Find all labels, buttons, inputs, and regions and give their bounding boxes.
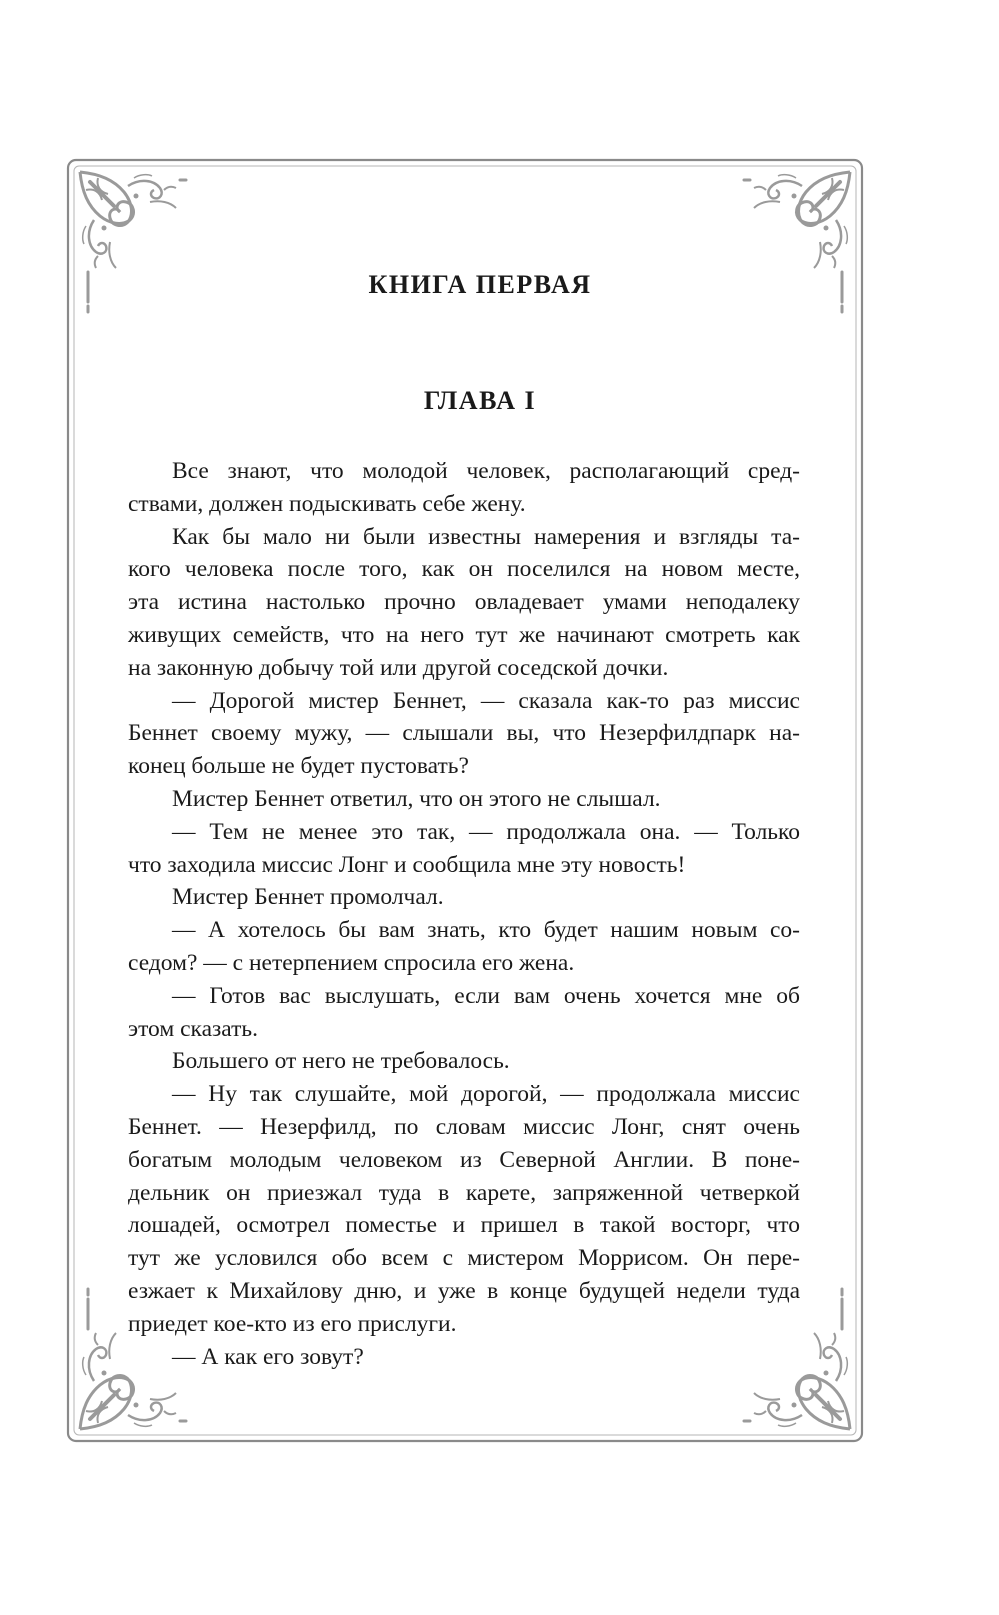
book-title: КНИГА ПЕРВАЯ	[368, 270, 592, 299]
text-line: богатым молодым человеком из Северной Англии. В поне-	[128, 1146, 800, 1173]
text-line: — А хотелось бы вам знать, кто будет нашим новым со-	[172, 917, 800, 944]
text-line: Как бы мало ни были известны намерения и взгляды та-	[172, 523, 800, 550]
text-line: Мистер Беннет ответил, что он этого не слышал.	[172, 785, 661, 812]
text-line: лошадей, осмотрел поместье и пришел в такой восторг, что	[128, 1212, 800, 1239]
text-line: этом сказать.	[128, 1015, 258, 1042]
paragraph	[128, 816, 800, 882]
paragraph	[128, 1341, 800, 1374]
paragraph	[128, 521, 800, 685]
text-line: седом? — с нетерпением спросила его жена.	[128, 949, 575, 976]
text-line: Мистер Беннет промолчал.	[172, 884, 444, 911]
text-line: — Готов вас выслушать, если вам очень хочется мне об	[172, 982, 800, 1009]
text-line: на законную добычу той или другой соседской дочки.	[128, 654, 669, 681]
text-line: — Ну так слушайте, мой дорогой, — продолжала миссис	[172, 1081, 800, 1108]
text-line: эта истина настолько прочно овладевает умами неподалеку	[128, 589, 800, 616]
chapter-title: ГЛАВА I	[423, 386, 537, 415]
text-line: приедет кое-кто из его прислуги.	[128, 1310, 457, 1337]
text-line: Беннет. — Незерфилд, по словам миссис Лонг, снят очень	[128, 1113, 800, 1140]
text-line: Беннет своему мужу, — слышали вы, что Незерфилдпарк на-	[128, 720, 800, 747]
paragraph	[128, 980, 800, 1046]
text-line: кого человека после того, как он поселился на новом месте,	[128, 556, 800, 583]
text-line: ствами, должен подыскивать себе жену.	[128, 490, 526, 517]
text-line: конец больше не будет пустовать?	[128, 753, 469, 780]
text-line: — А как его зовут?	[172, 1343, 364, 1370]
text-line: Все знают, что молодой человек, располагающий сред-	[172, 458, 800, 484]
text-line: езжает к Михайлову дню, и уже в конце будущей недели туда	[128, 1277, 800, 1304]
text-line: что заходила миссис Лонг и сообщила мне эту новость!	[128, 851, 686, 878]
paragraph	[128, 881, 800, 914]
text-line: тут же условился обо всем с мистером Моррисом. Он пере-	[128, 1245, 800, 1272]
text-line: Большего от него не требовалось.	[172, 1048, 510, 1075]
text-line: живущих семейств, что на него тут же начинают смотреть как	[128, 621, 800, 648]
body-text	[128, 455, 800, 1373]
text-line: дельник он приезжал туда в карете, запряженной четверкой	[128, 1179, 800, 1206]
paragraph	[128, 1045, 800, 1078]
text-line: — Тем не менее это так, — продолжала она. — Только	[172, 818, 800, 845]
paragraph	[128, 685, 800, 783]
text-line: — Дорогой мистер Беннет, — сказала как-то раз миссис	[172, 687, 800, 714]
paragraph	[128, 1078, 800, 1340]
paragraph	[128, 783, 800, 816]
paragraph	[128, 914, 800, 980]
paragraph	[128, 455, 800, 521]
